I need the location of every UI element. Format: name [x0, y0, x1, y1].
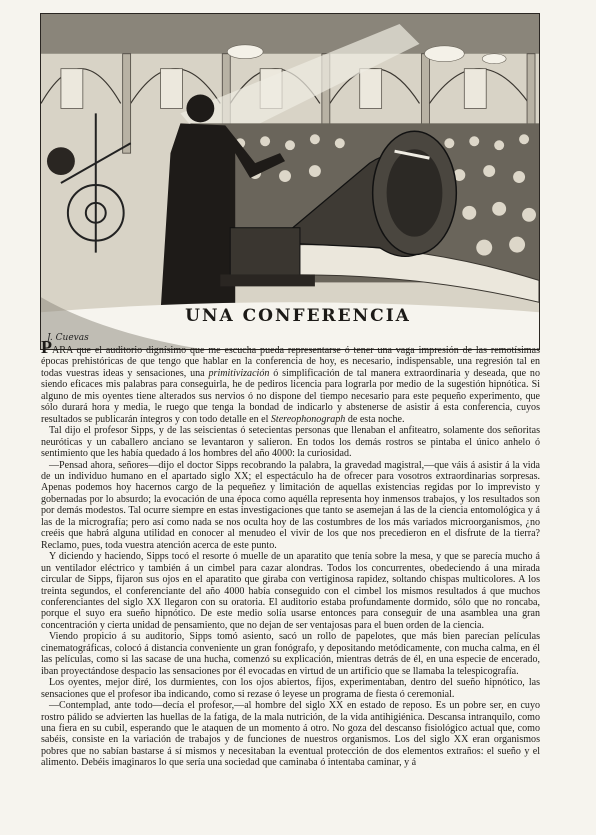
paragraph-7: —Contemplad, ante todo—decía el profesor,—al hombre del siglo XX en estado de reposo. Es un pobre ser, en cuyo rostro pálido se advierten las huellas de la fatiga, de la mala nutrición, de la vida antihigiénica. Descansa intranquilo, como una fiera en su cubil, esperando que le ataquen de un momento á otro. No goza del descanso fisiológico actual que, como sabéis, consiste en la variación de trabajos y de funciones de nuestros organismos. Los del siglo XX eran organismos pobres que no sabían bastarse á sí mismos y necesitaban la eventual protección de dos elementos extraños: el sueño y el alimento. Debéis imaginaros lo que sería una sociedad que caminaba ó intentaba caminar, y á: [41, 700, 540, 769]
paragraph-1-text-a: ARA que el auditorio dignísimo que me escucha pueda representarse ó tener una vaga impresión de las remotísimas épocas prehistóricas de que tengo que hablar en la conferencia de hoy, es necesario, indispensable, una regresión tal en todas vuestras ideas y sensaciones, una: [41, 345, 540, 379]
paragraph-4: Y diciendo y haciendo, Sipps tocó el resorte ó muelle de un aparatito que tenía sobre la mesa, y que se parecía mucho á un ventilador eléctrico y también á un cimbel para cazar alondras. Todos los concurrentes, obedeciendo á una mirada circular de Sipps, fijaron sus ojos en el aparatito que giraba con vertiginosa rapidez, soltando chispas multicolores. A los treinta segundos, el conferenciante del año 4000 había conseguido con el cimbel los mismos resultados á que muchos conferenciantes del siglo XX llegaron con su oratoria. El auditorio estaba profundamente dormido, sólo que no roncaba, porque el suyo era sueño hipnótico. De este medio solía usarse entonces para conseguir de una asamblea una gran concentración y cierta unidad de pensamiento, que no dejan de ser ventajosas para el buen orden de la ciencia.: [41, 551, 540, 631]
paragraph-1-text-b: ó simplificación de tal manera extraordinaria y deseada, que no siendo eficaces mis palabras para conseguirla, he de pediros licencia para lograrla por medio de la sugestión hipnótica. Si alguno de mis oyentes tiene alterados sus nervios ó no dispone del tiempo necesario para este pequeño experimento, que sólo durará hora y media, le ruego que tenga la bondad de indicarlo y abstenerse de asistir á esta conferencia, cuyos resultados se publicarán íntegros y con todo detalle en el: [41, 367, 540, 425]
illustration-conference-hall: [40, 13, 540, 350]
artist-signature: J. Cuevas: [47, 333, 89, 343]
paragraph-1-emphasis: primitivización: [208, 367, 270, 379]
drop-cap: P: [41, 337, 52, 357]
paragraph-3: —Pensad ahora, señores—dijo el doctor Sipps recobrando la palabra, la gravedad magistral,—que váis á asistir á la vida de un individuo humano en el apartado siglo XX; el espectáculo ha de ofrecer para vosotros extraordinarias sorpresas. Apenas podemos hoy hacernos cargo de la pequeñez y limitación de aquellas existencias regidas por lo imprevisto y gobernadas por lo absurdo; la evocación de una época como aquélla representa hoy inmensos trabajos, y los resultados son por demás modestos. Tal ocurre siempre en estas investigaciones que tanto se asemejan á las de la ciencia entomológica y á las de la micrografía; pero así como nada se nos oculta hoy de las costumbres de los más variados microorganismos, ¿no creéis que habrá alguna utilidad en conocer al menudeo el vivir de los que nos precedieron en el disfrute de la tierra? Reclamo, pues, toda vuestra atención acerca de este punto.: [41, 459, 540, 551]
paragraph-5: Viendo propicio á su auditorio, Sipps tomó asiento, sacó un rollo de papelotes, que más bien parecían películas cinematográficas, colocó á distancia conveniente un gran fonógrafo, y depositando metódicamente, con mucha calma, en él las películas, como si las sacase de una hucha, comenzó su explicación, mientras detrás de él, en una especie de encerado, iban proyectándose despacio las sensaciones por él evocadas en virtud de un artificio que se llamaba la telespicografía.: [41, 631, 540, 677]
paragraph-1-emphasis-2: Stereophonograph: [270, 413, 346, 425]
paragraph-6: Los oyentes, mejor diré, los durmientes, con los ojos abiertos, fijos, experimentaban, dentro del sueño hipnótico, las sensaciones que el profesor iba indicando, como si rezase ó leyese un programa de fiesta ó ceremonial.: [41, 677, 540, 700]
engraving-graphic: [41, 14, 539, 349]
paragraph-2: Tal dijo el profesor Sipps, y de las seiscientas ó setecientas personas que llenaban el anfiteatro, solamente dos señoritas neuróticas y un caballero anciano se levantaron y salieron. En todos los demás rostros se pintaba el único anhelo ó sentimiento que les había quedado á los hombres del año 4000: la curiosidad.: [41, 425, 540, 460]
article-title: UNA CONFERENCIA: [185, 306, 411, 326]
paragraph-1-text-c: de esta noche.: [345, 413, 405, 425]
